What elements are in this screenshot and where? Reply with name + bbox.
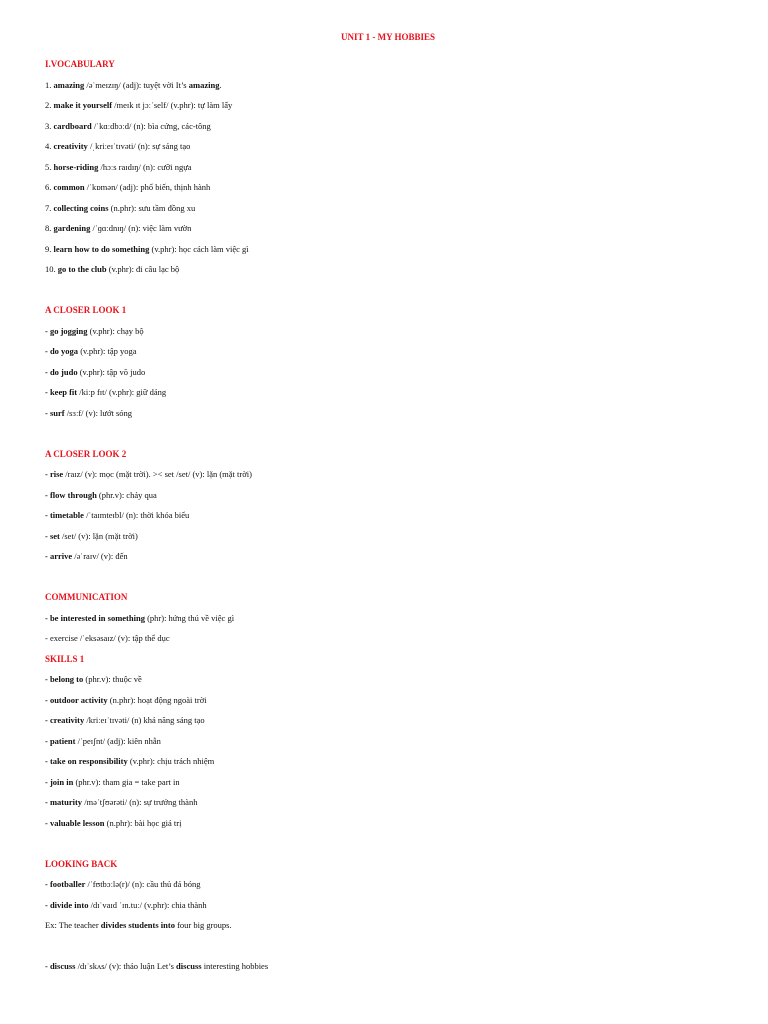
section-heading-skills-1: SKILLS 1 <box>45 653 85 664</box>
section-heading-looking-back: LOOKING BACK <box>45 858 118 869</box>
spacer <box>45 940 745 961</box>
vocab-item: - flow through (phr.v): chảy qua <box>45 489 157 500</box>
vocab-item: 2. make it yourself /meɪk ɪt jɔːˈself/ (v.phr): tự làm lấy <box>45 100 233 110</box>
vocab-item: - patient /ˈpeɪʃnt/ (adj): kiên nhẫn <box>45 735 161 746</box>
document-title: UNIT 1 - MY HOBBIES <box>340 32 436 42</box>
section-heading-vocabulary: I.VOCABULARY <box>45 59 115 69</box>
example-sentence: Ex: The teacher divides students into four big groups. <box>45 920 232 930</box>
vocab-item: 8. gardening /ˈɡɑːdnɪŋ/ (n): việc làm vườn <box>45 223 192 233</box>
vocab-item: - outdoor activity (n.phr): hoạt động ngoài trời <box>45 694 207 705</box>
vocab-item: - do judo (v.phr): tập võ judo <box>45 366 146 377</box>
section-heading-closer-look-2: A CLOSER LOOK 2 <box>45 448 127 459</box>
vocab-item: 5. horse-riding /hɔːs raɪdɪŋ/ (n): cưỡi ngựa <box>45 161 192 172</box>
vocab-item: - belong to (phr.v): thuộc về <box>45 674 142 684</box>
vocab-item: - arrive /əˈraɪv/ (v): đến <box>45 551 128 561</box>
vocab-item: - join in (phr.v): tham gia = take part in <box>45 776 180 787</box>
vocab-item: 10. go to the club (v.phr): đi câu lạc bộ <box>45 264 180 274</box>
vocab-item: - be interested in something (phr): hứng thú về việc gì <box>45 612 235 623</box>
vocab-item: - rise /raɪz/ (v): mọc (mặt trời). >< set /set/ (v): lặn (mặt trời) <box>45 469 252 479</box>
spacer <box>45 427 745 448</box>
section-heading-closer-look-1: A CLOSER LOOK 1 <box>45 305 127 315</box>
document-content <box>45 58 745 981</box>
vocab-item: - footballer /ˈfʊtbɔːlə(r)/ (n): cầu thủ đá bóng <box>45 879 201 889</box>
vocab-item: - exercise /ˈeksəsaɪz/ (v): tập thể dục <box>45 633 170 643</box>
vocab-item: - valuable lesson (n.phr): bài học giá trị <box>45 817 182 828</box>
vocab-item: 1. amazing /əˈmeɪzɪŋ/ (adj): tuyệt vời It’s amazing. <box>45 79 222 90</box>
vocab-item: - take on responsibility (v.phr): chịu trách nhiệm <box>45 756 215 766</box>
vocab-item: - surf /sɜːf/ (v): lướt sóng <box>45 407 133 418</box>
vocab-item: - timetable /ˈtaɪmteɪbl/ (n): thời khóa biểu <box>45 510 190 520</box>
vocab-item: - keep fit /kiːp fɪt/ (v.phr): giữ dáng <box>45 387 167 397</box>
vocab-item: 6. common /ˈkɒmən/ (adj): phổ biến, thịnh hành <box>45 182 211 192</box>
spacer <box>45 284 745 305</box>
spacer <box>45 571 745 592</box>
vocab-item: - do yoga (v.phr): tập yoga <box>45 346 137 356</box>
section-heading-communication: COMMUNICATION <box>45 592 128 602</box>
vocab-item: 4. creativity /ˌkriːeɪˈtɪvəti/ (n): sự sáng tạo <box>45 141 191 151</box>
vocab-item: - creativity /kriːeɪˈtɪvəti/ (n) khả năng sáng tạo <box>45 715 205 725</box>
vocab-item: - go jogging (v.phr): chạy bộ <box>45 325 144 336</box>
vocab-item: - divide into /dɪˈvaɪd ˈɪn.tuː/ (v.phr): chia thành <box>45 899 207 910</box>
vocab-item: 7. collecting coins (n.phr): sưu tầm đồng xu <box>45 202 196 213</box>
vocab-item: 9. learn how to do something (v.phr): học cách làm việc gì <box>45 243 249 254</box>
vocab-item: 3. cardboard /ˈkɑːdbɔːd/ (n): bìa cứng, các-tông <box>45 120 211 131</box>
vocab-item: - set /set/ (v): lặn (mặt trời) <box>45 530 138 541</box>
vocab-item: - discuss /dɪˈskʌs/ (v): thảo luận Let’s discuss interesting hobbies <box>45 961 269 971</box>
vocab-item: - maturity /məˈtʃʊərəti/ (n): sự trưởng thành <box>45 797 198 807</box>
spacer <box>45 837 745 858</box>
